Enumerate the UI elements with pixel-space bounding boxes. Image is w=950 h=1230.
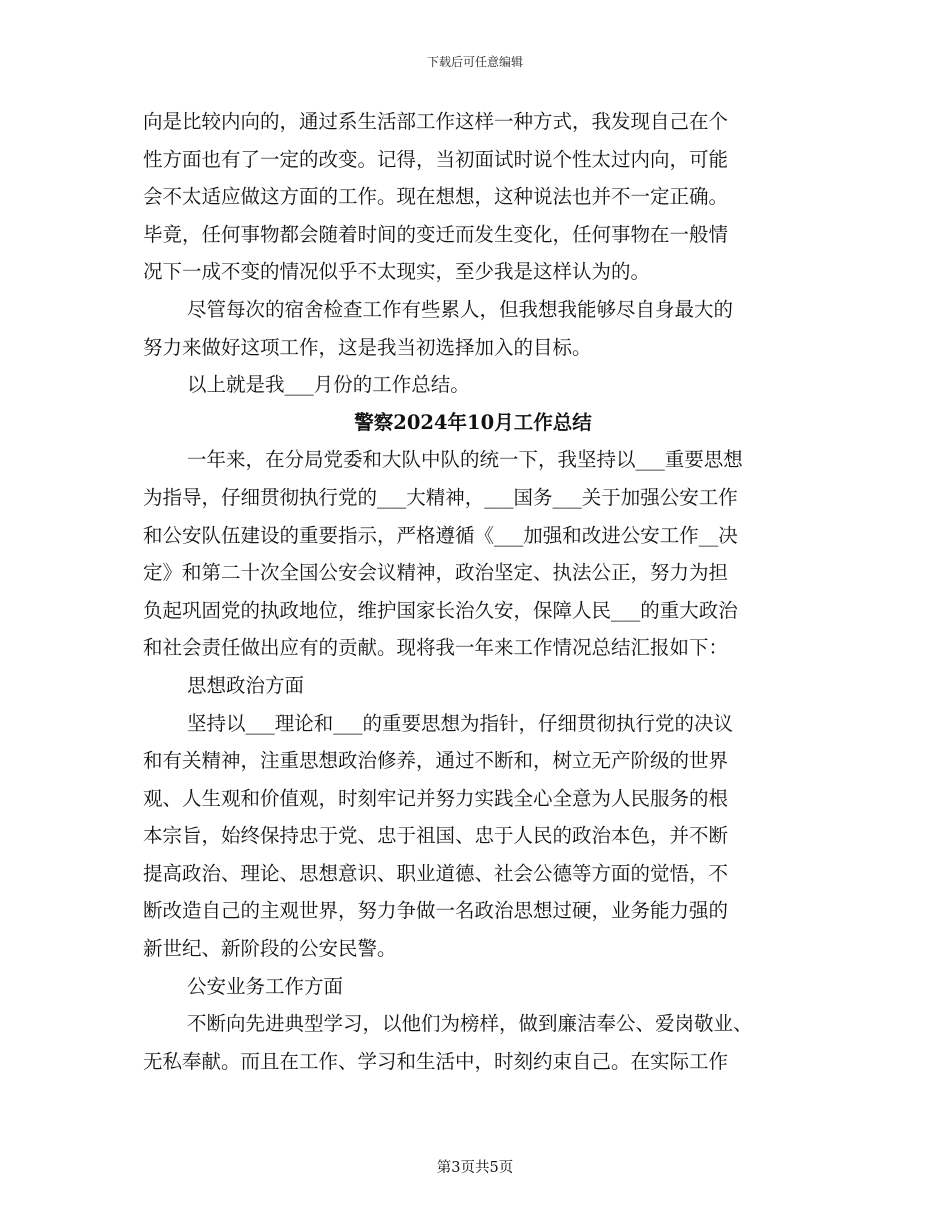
page-header-note: 下载后可任意编辑 xyxy=(426,55,523,69)
body-line: 负起巩固党的执政地位，维护国家长治久安，保障人民___的重大政治 xyxy=(143,598,738,622)
section-heading: 公安业务工作方面 xyxy=(187,974,344,998)
body-line: 无私奉献。而且在工作、学习和生活中，时刻约束自己。在实际工作 xyxy=(143,1049,729,1073)
body-line: 况下一成不变的情况似乎不太现实，至少我是这样认为的。 xyxy=(143,260,651,284)
body-line: 和有关精神，注重思想政治修养，通过不断和，树立无产阶级的世界 xyxy=(143,749,729,773)
document-title: 警察2024年10月工作总结 xyxy=(354,410,592,434)
body-line: 不断向先进典型学习，以他们为榜样，做到廉洁奉公、爱岗敬业、 xyxy=(187,1012,753,1036)
page-number: 第3页共5页 xyxy=(436,1160,514,1176)
body-line: 坚持以___理论和___的重要思想为指针，仔细贯彻执行党的决议 xyxy=(187,711,734,735)
body-line: 努力来做好这项工作，这是我当初选择加入的目标。 xyxy=(143,335,592,359)
section-heading: 思想政治方面 xyxy=(187,673,305,697)
document-body xyxy=(143,103,803,1080)
body-line: 本宗旨，始终保持忠于党、忠于祖国、忠于人民的政治本色，并不断 xyxy=(143,824,729,848)
body-line: 断改造自己的主观世界，努力争做一名政治思想过硬，业务能力强的 xyxy=(143,899,729,923)
body-line: 尽管每次的宿舍检查工作有些累人，但我想我能够尽自身最大的 xyxy=(187,297,734,321)
body-line: 定》和第二十次全国公安会议精神，政治坚定、执法公正，努力为担 xyxy=(143,561,729,585)
body-line: 新世纪、新阶段的公安民警。 xyxy=(143,937,397,961)
body-line: 提高政治、理论、思想意识、职业道德、社会公德等方面的觉悟，不 xyxy=(143,861,729,885)
body-line: 毕竟，任何事物都会随着时间的变迁而发生变化，任何事物在一般情 xyxy=(143,222,729,246)
body-line: 向是比较内向的，通过系生活部工作这样一种方式，我发现自己在个 xyxy=(143,110,729,133)
body-line: 为指导，仔细贯彻执行党的___大精神，___国务___关于加强公安工作 xyxy=(143,485,738,509)
body-line: 以上就是我___月份的工作总结。 xyxy=(187,373,470,397)
body-line: 性方面也有了一定的改变。记得，当初面试时说个性太过内向，可能 xyxy=(143,147,729,171)
body-line: 和公安队伍建设的重要指示，严格遵循《___加强和改进公安工作__决 xyxy=(143,523,738,547)
body-line: 会不太适应做这方面的工作。现在想想，这种说法也并不一定正确。 xyxy=(143,185,729,209)
body-line: 观、人生观和价值观，时刻牢记并努力实践全心全意为人民服务的根 xyxy=(143,786,729,810)
body-line: 一年来，在分局党委和大队中队的统一下，我坚持以___重要思想 xyxy=(187,448,743,472)
body-line: 和社会责任做出应有的贡献。现将我一年来工作情况总结汇报如下： xyxy=(143,636,729,660)
